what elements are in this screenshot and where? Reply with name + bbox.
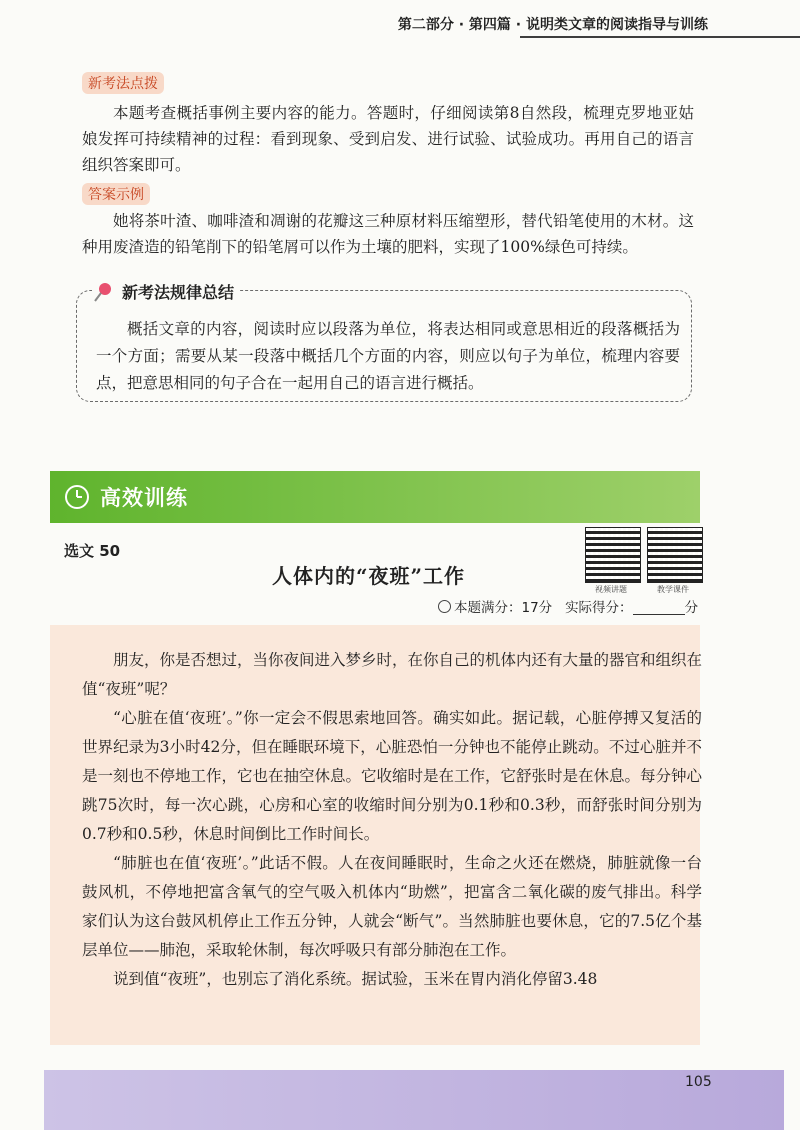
score-line <box>438 596 698 616</box>
qr-code-video[interactable] <box>585 527 641 583</box>
tip-text: 本题考查概括事例主要内容的能力。答题时，仔细阅读第8自然段，梳理克罗地亚姑娘发挥可持续精神的过程：看到现象、受到启发、进行试验、试验成功。再用自己的语言组织答案即可。 <box>82 104 694 174</box>
page-number: 105 <box>685 1074 712 1090</box>
passage-text <box>82 646 702 994</box>
score-unit: 分 <box>684 600 699 616</box>
selection-label: 选文 50 <box>64 542 121 560</box>
score-blank[interactable] <box>633 601 685 615</box>
tip-label: 新考法点拨 <box>82 72 164 94</box>
article-title: 人体内的“夜班”工作 <box>272 564 466 588</box>
paragraph: “心脏在值‘夜班’。”你一定会不假思索地回答。确实如此。据记载，心脏停搏又复活的世界纪录为3小时42分，但在睡眠环境下，心脏恐怕一分钟也不能停止跳动。不过心脏并不是一刻也不停地工作，它也在抽空休息。它收缩时是在工作，它舒张时是在休息。每分钟心跳75次时，每一次心跳，心房和心室的收缩时间分别为0.1秒和0.3秒，而舒张时间分别为0.7秒和0.5秒，休息时间倒比工作时间长。 <box>82 709 703 843</box>
clock-icon <box>64 484 90 510</box>
footer-band <box>44 1070 784 1130</box>
qr-label-courseware: 教学课件 <box>657 585 689 594</box>
section-title: 高效训练 <box>100 486 188 510</box>
paragraph: 说到值“夜班”，也别忘了消化系统。据试验，玉米在胃内消化停留3.48 <box>113 970 598 988</box>
paragraph: “肺脏也在值‘夜班’。”此话不假。人在夜间睡眠时，生命之火还在燃烧，肺脏就像一台鼓风机，不停地把富含氧气的空气吸入机体内“助燃”，把富含二氧化碳的废气排出。科学家们认为这台鼓风机停止工作五分钟，人就会“断气”。当然肺脏也要休息，它的7.5亿个基层单位——肺泡，采取轮休制，每次呼吸只有部分肺泡在工作。 <box>82 854 702 959</box>
section-banner <box>50 471 700 523</box>
summary-text: 概括文章的内容，阅读时应以段落为单位，将表达相同或意思相近的段落概括为一个方面；需要从某一段落中概括几个方面的内容，则应以句子为单位，梳理内容要点，把意思相同的句子合在一起用自己的语言进行概括。 <box>96 320 680 392</box>
running-header: 第二部分 · 第四篇 · 说明类文章的阅读指导与训练 <box>397 17 708 33</box>
paragraph: 朋友，你是否想过，当你夜间进入梦乡时，在你自己的机体内还有大量的器官和组织在值“夜班”呢？ <box>82 651 703 698</box>
answer-label: 答案示例 <box>82 183 150 205</box>
header-rule <box>520 36 800 38</box>
summary-title: 新考法规律总结 <box>92 280 240 303</box>
score-actual-label: 实际得分： <box>565 600 633 616</box>
timer-icon <box>438 600 451 613</box>
answer-text: 她将茶叶渣、咖啡渣和凋谢的花瓣这三种原材料压缩塑形，替代铅笔使用的木材。这种用废渣造的铅笔削下的铅笔屑可以作为土壤的肥料，实现了100%绿色可持续。 <box>82 212 694 256</box>
qr-label-video: 视频讲题 <box>595 585 627 594</box>
pushpin-icon <box>92 281 114 303</box>
score-full: 本题满分：17分 <box>454 600 553 616</box>
qr-code-courseware[interactable] <box>647 527 703 583</box>
